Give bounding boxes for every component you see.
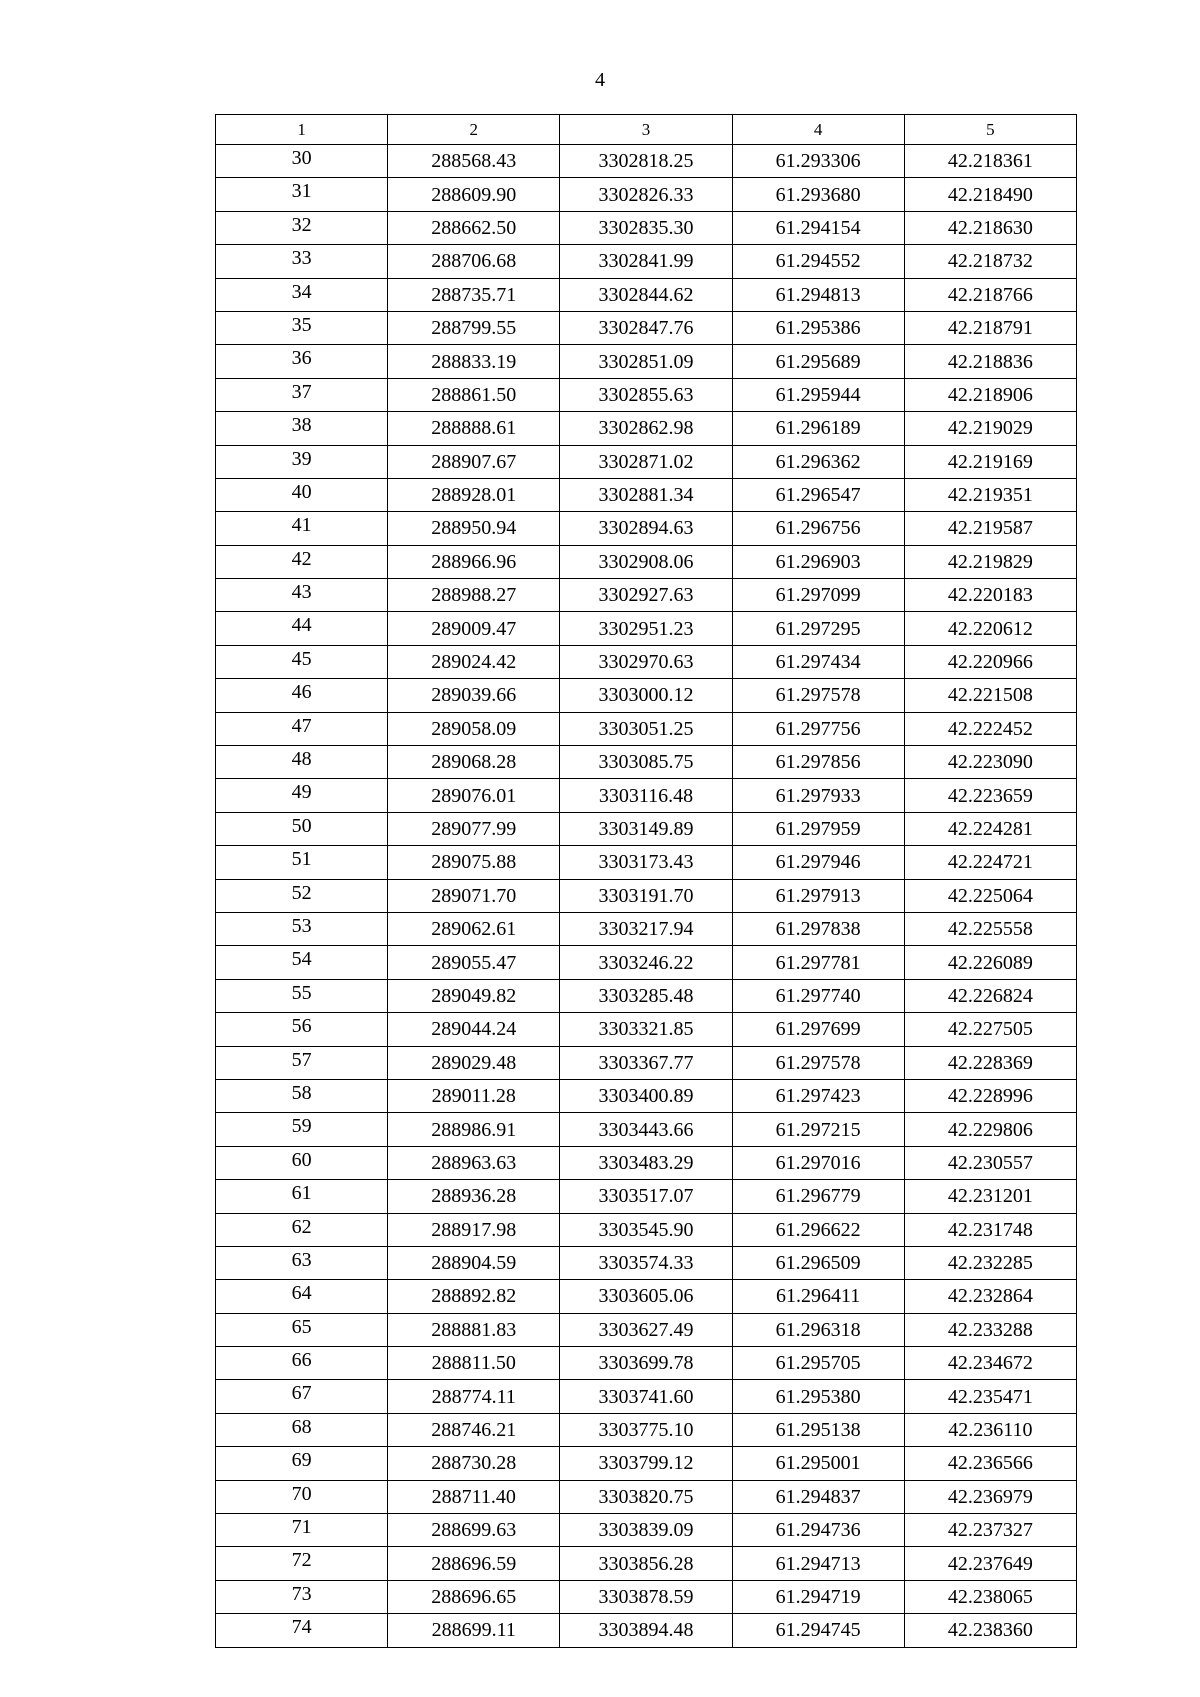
table-cell: 288568.43: [388, 145, 560, 178]
table-cell: 42.231748: [904, 1213, 1076, 1246]
table-cell: 288746.21: [388, 1413, 560, 1446]
table-row: [216, 1347, 1077, 1380]
table-cell: 42.224721: [904, 846, 1076, 879]
table-cell: 288799.55: [388, 311, 560, 344]
table-cell: 42.226824: [904, 979, 1076, 1012]
table-cell: 61.296362: [732, 445, 904, 478]
table-cell: 3303191.70: [560, 879, 732, 912]
table-cell: 70: [216, 1480, 388, 1513]
table-row: [216, 1213, 1077, 1246]
table-cell: 61.297959: [732, 812, 904, 845]
table-cell: 55: [216, 979, 388, 1012]
table-cell: 42.224281: [904, 812, 1076, 845]
table-row: [216, 178, 1077, 211]
table-cell: 61.297856: [732, 746, 904, 779]
table-cell: 44: [216, 612, 388, 645]
table-cell: 42.232285: [904, 1246, 1076, 1279]
column-header: 5: [904, 115, 1076, 145]
table-row: [216, 1079, 1077, 1112]
table-cell: 43: [216, 579, 388, 612]
table-cell: 288706.68: [388, 245, 560, 278]
table-row: [216, 1246, 1077, 1279]
table-cell: 74: [216, 1614, 388, 1647]
table-cell: 61.296509: [732, 1246, 904, 1279]
table-cell: 71: [216, 1514, 388, 1547]
table-row: [216, 846, 1077, 879]
table-cell: 61.296547: [732, 478, 904, 511]
table-cell: 61.297295: [732, 612, 904, 645]
table-row: [216, 478, 1077, 511]
table-row: [216, 645, 1077, 678]
column-header: 1: [216, 115, 388, 145]
table-cell: 289024.42: [388, 645, 560, 678]
table-cell: 288963.63: [388, 1146, 560, 1179]
table-cell: 3303173.43: [560, 846, 732, 879]
table-cell: 42.228369: [904, 1046, 1076, 1079]
table-cell: 3303878.59: [560, 1580, 732, 1613]
table-cell: 3303856.28: [560, 1547, 732, 1580]
table-cell: 61.294552: [732, 245, 904, 278]
table-cell: 61.297016: [732, 1146, 904, 1179]
table-cell: 42.236566: [904, 1447, 1076, 1480]
table-cell: 3303443.66: [560, 1113, 732, 1146]
table-cell: 61.293680: [732, 178, 904, 211]
table-cell: 288696.65: [388, 1580, 560, 1613]
table-cell: 41: [216, 512, 388, 545]
table-cell: 3303574.33: [560, 1246, 732, 1279]
table-cell: 54: [216, 946, 388, 979]
table-body: [216, 145, 1077, 1648]
table-cell: 42.231201: [904, 1180, 1076, 1213]
table-cell: 289011.28: [388, 1079, 560, 1112]
table-cell: 30: [216, 145, 388, 178]
table-cell: 3302908.06: [560, 545, 732, 578]
table-row: [216, 812, 1077, 845]
table-cell: 61.297933: [732, 779, 904, 812]
table-cell: 61.297099: [732, 579, 904, 612]
table-cell: 288699.11: [388, 1614, 560, 1647]
table-cell: 289077.99: [388, 812, 560, 845]
column-header: 2: [388, 115, 560, 145]
table-row: [216, 712, 1077, 745]
table-cell: 288881.83: [388, 1313, 560, 1346]
table-cell: 288699.63: [388, 1514, 560, 1547]
table-cell: 288950.94: [388, 512, 560, 545]
table-cell: 42.218791: [904, 311, 1076, 344]
table-cell: 61.296411: [732, 1280, 904, 1313]
table-cell: 37: [216, 378, 388, 411]
table-cell: 61.295386: [732, 311, 904, 344]
table-row: [216, 1514, 1077, 1547]
table-row: [216, 779, 1077, 812]
table-cell: 61.297838: [732, 912, 904, 945]
table-cell: 42.236110: [904, 1413, 1076, 1446]
table-cell: 72: [216, 1547, 388, 1580]
table-cell: 289068.28: [388, 746, 560, 779]
table-cell: 3302855.63: [560, 378, 732, 411]
table-cell: 67: [216, 1380, 388, 1413]
table-cell: 3302862.98: [560, 412, 732, 445]
table-cell: 61.294837: [732, 1480, 904, 1513]
table-cell: 3303051.25: [560, 712, 732, 745]
table-cell: 42.228996: [904, 1079, 1076, 1112]
table-row: [216, 245, 1077, 278]
table-cell: 3303775.10: [560, 1413, 732, 1446]
table-cell: 61.294719: [732, 1580, 904, 1613]
table-cell: 3303000.12: [560, 679, 732, 712]
table-cell: 61.297781: [732, 946, 904, 979]
table-cell: 61.295944: [732, 378, 904, 411]
table-cell: 45: [216, 645, 388, 678]
table-cell: 288662.50: [388, 211, 560, 244]
table-cell: 61.296779: [732, 1180, 904, 1213]
table-cell: 3302881.34: [560, 478, 732, 511]
table-cell: 63: [216, 1246, 388, 1279]
table-cell: 42.220612: [904, 612, 1076, 645]
table-cell: 42.237327: [904, 1514, 1076, 1547]
table-cell: 60: [216, 1146, 388, 1179]
table-cell: 288730.28: [388, 1447, 560, 1480]
table-cell: 42.225558: [904, 912, 1076, 945]
table-cell: 61.296756: [732, 512, 904, 545]
table-cell: 42.218630: [904, 211, 1076, 244]
table-cell: 3302951.23: [560, 612, 732, 645]
table-cell: 64: [216, 1280, 388, 1313]
table-cell: 289029.48: [388, 1046, 560, 1079]
table-cell: 31: [216, 178, 388, 211]
table-cell: 3302835.30: [560, 211, 732, 244]
table-cell: 61.294813: [732, 278, 904, 311]
table-cell: 61.296318: [732, 1313, 904, 1346]
table-cell: 288774.11: [388, 1380, 560, 1413]
table-cell: 3303517.07: [560, 1180, 732, 1213]
table-row: [216, 1380, 1077, 1413]
table-cell: 56: [216, 1013, 388, 1046]
table-cell: 61.297578: [732, 1046, 904, 1079]
table-cell: 42.220966: [904, 645, 1076, 678]
table-cell: 42.232864: [904, 1280, 1076, 1313]
table-row: [216, 278, 1077, 311]
table-row: [216, 612, 1077, 645]
table-cell: 42.225064: [904, 879, 1076, 912]
table-cell: 3303400.89: [560, 1079, 732, 1112]
table-cell: 61.297946: [732, 846, 904, 879]
table-cell: 42.221508: [904, 679, 1076, 712]
table-row: [216, 746, 1077, 779]
table-cell: 48: [216, 746, 388, 779]
table-row: [216, 1480, 1077, 1513]
table-cell: 61.297740: [732, 979, 904, 1012]
table-cell: 58: [216, 1079, 388, 1112]
table-cell: 289075.88: [388, 846, 560, 879]
table-cell: 3303246.22: [560, 946, 732, 979]
table-cell: 47: [216, 712, 388, 745]
table-cell: 61.294736: [732, 1514, 904, 1547]
table-cell: 289055.47: [388, 946, 560, 979]
table-cell: 3302818.25: [560, 145, 732, 178]
table-cell: 289009.47: [388, 612, 560, 645]
table-row: [216, 145, 1077, 178]
table-cell: 3302871.02: [560, 445, 732, 478]
table-cell: 61.294713: [732, 1547, 904, 1580]
table-cell: 33: [216, 245, 388, 278]
table-cell: 61.297423: [732, 1079, 904, 1112]
table-cell: 42.219587: [904, 512, 1076, 545]
table-row: [216, 1046, 1077, 1079]
table-cell: 52: [216, 879, 388, 912]
table-row: [216, 1614, 1077, 1647]
table-cell: 289071.70: [388, 879, 560, 912]
table-cell: 42.220183: [904, 579, 1076, 612]
table-cell: 61.294745: [732, 1614, 904, 1647]
table-cell: 66: [216, 1347, 388, 1380]
table-row: [216, 412, 1077, 445]
table-row: [216, 1580, 1077, 1613]
table-row: [216, 311, 1077, 344]
table-cell: 42.230557: [904, 1146, 1076, 1179]
table-cell: 3303820.75: [560, 1480, 732, 1513]
table-row: [216, 1280, 1077, 1313]
table-cell: 62: [216, 1213, 388, 1246]
table-cell: 61.297699: [732, 1013, 904, 1046]
table-cell: 61.297913: [732, 879, 904, 912]
table-cell: 3303741.60: [560, 1380, 732, 1413]
table-row: [216, 445, 1077, 478]
table-cell: 3303367.77: [560, 1046, 732, 1079]
table-cell: 42.219829: [904, 545, 1076, 578]
table-row: [216, 879, 1077, 912]
table-cell: 42.233288: [904, 1313, 1076, 1346]
table-cell: 3303149.89: [560, 812, 732, 845]
table-cell: 288907.67: [388, 445, 560, 478]
table-cell: 3302826.33: [560, 178, 732, 211]
table-cell: 42.219029: [904, 412, 1076, 445]
table-row: [216, 1146, 1077, 1179]
table-cell: 39: [216, 445, 388, 478]
table-row: [216, 545, 1077, 578]
table-cell: 288711.40: [388, 1480, 560, 1513]
table-cell: 3302970.63: [560, 645, 732, 678]
table-cell: 51: [216, 846, 388, 879]
table-cell: 288861.50: [388, 378, 560, 411]
table-cell: 34: [216, 278, 388, 311]
table-cell: 3303217.94: [560, 912, 732, 945]
table-cell: 61.295705: [732, 1347, 904, 1380]
table-cell: 61: [216, 1180, 388, 1213]
table-cell: 68: [216, 1413, 388, 1446]
table-cell: 46: [216, 679, 388, 712]
table-cell: 61.296622: [732, 1213, 904, 1246]
table-row: [216, 1313, 1077, 1346]
table-row: [216, 579, 1077, 612]
table-cell: 3302841.99: [560, 245, 732, 278]
table-cell: 3303605.06: [560, 1280, 732, 1313]
table-cell: 61.294154: [732, 211, 904, 244]
table-cell: 288986.91: [388, 1113, 560, 1146]
column-header: 4: [732, 115, 904, 145]
table-cell: 61.296903: [732, 545, 904, 578]
table-cell: 3303839.09: [560, 1514, 732, 1547]
table-cell: 42.218361: [904, 145, 1076, 178]
table-row: [216, 946, 1077, 979]
table-row: [216, 512, 1077, 545]
table-cell: 42.238065: [904, 1580, 1076, 1613]
coordinates-table: [215, 114, 1077, 1648]
table-cell: 42.223090: [904, 746, 1076, 779]
table-cell: 65: [216, 1313, 388, 1346]
table-cell: 61.297578: [732, 679, 904, 712]
table-cell: 3303545.90: [560, 1213, 732, 1246]
table-cell: 40: [216, 478, 388, 511]
table-cell: 42.237649: [904, 1547, 1076, 1580]
table-cell: 288988.27: [388, 579, 560, 612]
table-cell: 61.293306: [732, 145, 904, 178]
table-cell: 42.226089: [904, 946, 1076, 979]
page-number: 4: [595, 69, 605, 91]
table-cell: 42.219351: [904, 478, 1076, 511]
table-cell: 61.295001: [732, 1447, 904, 1480]
table-cell: 50: [216, 812, 388, 845]
table-row: [216, 345, 1077, 378]
table-cell: 61.295689: [732, 345, 904, 378]
column-header: 3: [560, 115, 732, 145]
table-cell: 3303285.48: [560, 979, 732, 1012]
table-cell: 61.297756: [732, 712, 904, 745]
table-cell: 42.218906: [904, 378, 1076, 411]
table-cell: 289076.01: [388, 779, 560, 812]
table-cell: 49: [216, 779, 388, 812]
table-cell: 288735.71: [388, 278, 560, 311]
table-cell: 288696.59: [388, 1547, 560, 1580]
table-cell: 289049.82: [388, 979, 560, 1012]
table-cell: 61.295380: [732, 1380, 904, 1413]
table-cell: 3303799.12: [560, 1447, 732, 1480]
table-cell: 289062.61: [388, 912, 560, 945]
table-cell: 32: [216, 211, 388, 244]
table-cell: 3302847.76: [560, 311, 732, 344]
table-cell: 3303894.48: [560, 1614, 732, 1647]
table-row: [216, 1180, 1077, 1213]
table-cell: 42.218766: [904, 278, 1076, 311]
table-cell: 42.238360: [904, 1614, 1076, 1647]
table-cell: 61.297434: [732, 645, 904, 678]
table-cell: 289058.09: [388, 712, 560, 745]
table-row: [216, 1447, 1077, 1480]
table-cell: 42.234672: [904, 1347, 1076, 1380]
table-cell: 42.218836: [904, 345, 1076, 378]
table-cell: 3302894.63: [560, 512, 732, 545]
table-cell: 42.236979: [904, 1480, 1076, 1513]
table-cell: 288811.50: [388, 1347, 560, 1380]
table-row: [216, 1113, 1077, 1146]
table-cell: 288936.28: [388, 1180, 560, 1213]
table-row: [216, 1547, 1077, 1580]
table-cell: 42.219169: [904, 445, 1076, 478]
table-row: [216, 679, 1077, 712]
table-header-row: [216, 115, 1077, 145]
table-cell: 42.218490: [904, 178, 1076, 211]
table-row: [216, 1413, 1077, 1446]
table-cell: 36: [216, 345, 388, 378]
table-cell: 288609.90: [388, 178, 560, 211]
table-cell: 42: [216, 545, 388, 578]
table-cell: 61.297215: [732, 1113, 904, 1146]
table-cell: 288966.96: [388, 545, 560, 578]
table-cell: 3303699.78: [560, 1347, 732, 1380]
table-cell: 42.235471: [904, 1380, 1076, 1413]
table-row: [216, 1013, 1077, 1046]
table-cell: 73: [216, 1580, 388, 1613]
table-cell: 57: [216, 1046, 388, 1079]
table-cell: 3303085.75: [560, 746, 732, 779]
table-cell: 42.218732: [904, 245, 1076, 278]
table-cell: 3302927.63: [560, 579, 732, 612]
table-cell: 42.223659: [904, 779, 1076, 812]
table-row: [216, 378, 1077, 411]
table-cell: 288892.82: [388, 1280, 560, 1313]
table-cell: 289044.24: [388, 1013, 560, 1046]
table-cell: 61.295138: [732, 1413, 904, 1446]
table-cell: 288833.19: [388, 345, 560, 378]
table-cell: 59: [216, 1113, 388, 1146]
table-cell: 3303321.85: [560, 1013, 732, 1046]
table-row: [216, 912, 1077, 945]
table-cell: 289039.66: [388, 679, 560, 712]
table-cell: 53: [216, 912, 388, 945]
table-cell: 3303627.49: [560, 1313, 732, 1346]
table-cell: 42.229806: [904, 1113, 1076, 1146]
table-cell: 3303116.48: [560, 779, 732, 812]
table-cell: 288904.59: [388, 1246, 560, 1279]
table-cell: 288888.61: [388, 412, 560, 445]
table-cell: 61.296189: [732, 412, 904, 445]
table-cell: 288917.98: [388, 1213, 560, 1246]
table-row: [216, 979, 1077, 1012]
table-row: [216, 211, 1077, 244]
table-cell: 288928.01: [388, 478, 560, 511]
table-cell: 3302851.09: [560, 345, 732, 378]
table-cell: 3303483.29: [560, 1146, 732, 1179]
table-cell: 3302844.62: [560, 278, 732, 311]
table-cell: 42.227505: [904, 1013, 1076, 1046]
table-cell: 42.222452: [904, 712, 1076, 745]
table-cell: 35: [216, 311, 388, 344]
table-cell: 69: [216, 1447, 388, 1480]
table-cell: 38: [216, 412, 388, 445]
